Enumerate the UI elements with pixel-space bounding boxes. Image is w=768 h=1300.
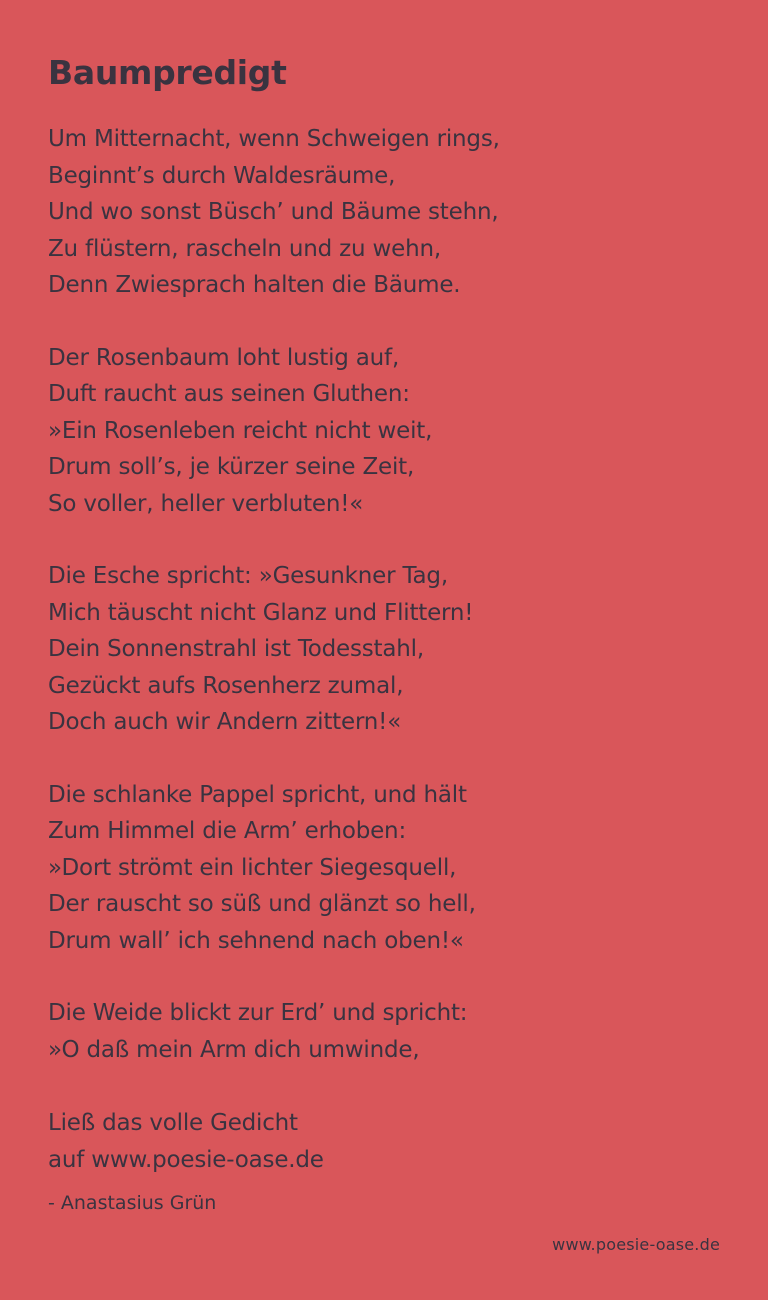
poem-line: Zu flüstern, rascheln und zu wehn, xyxy=(48,235,441,262)
stanza xyxy=(48,340,728,523)
stanza xyxy=(48,777,728,960)
poem-body xyxy=(48,121,728,1104)
read-more-link-text: auf www.poesie-oase.de xyxy=(48,1147,324,1173)
poem-line: »Ein Rosenleben reicht nicht weit, xyxy=(48,417,433,444)
stanza xyxy=(48,995,728,1068)
poem-line: Und wo sonst Büsch’ und Bäume stehn, xyxy=(48,199,499,225)
poem-line: So voller, heller verbluten!« xyxy=(48,490,364,517)
poem-line: Der Rosenbaum loht lustig auf, xyxy=(48,344,400,371)
poem-line: Die Weide blickt zur Erd’ und spricht: xyxy=(48,1000,468,1026)
author-credit: - Anastasius Grün xyxy=(48,1192,217,1214)
poem-line: »O daß mein Arm dich umwinde, xyxy=(48,1036,420,1063)
poem-line: Beginnt’s durch Waldesräume, xyxy=(48,162,396,189)
poem-line: Die Esche spricht: »Gesunkner Tag, xyxy=(48,563,448,589)
read-more-note xyxy=(48,1105,324,1179)
poem-line: Duft raucht aus seinen Gluthen: xyxy=(48,381,410,407)
poem-line: Die schlanke Pappel spricht, und hält xyxy=(48,781,467,808)
poem-title: Baumpredigt xyxy=(48,53,287,92)
read-more-line: Ließ das volle Gedicht xyxy=(48,1110,298,1136)
poem-line: Denn Zwiesprach halten die Bäume. xyxy=(48,272,461,298)
poem-line: Der rauscht so süß und glänzt so hell, xyxy=(48,891,476,917)
stanza xyxy=(48,558,728,741)
poem-line: Um Mitternacht, wenn Schweigen rings, xyxy=(48,126,500,152)
stanza xyxy=(48,121,728,304)
poem-line: Gezückt aufs Rosenherz zumal, xyxy=(48,672,404,699)
poem-line: Dein Sonnenstrahl ist Todesstahl, xyxy=(48,636,424,662)
website-watermark: www.poesie-oase.de xyxy=(552,1235,720,1254)
poem-line: Drum soll’s, je kürzer seine Zeit, xyxy=(48,454,415,480)
poem-line: Drum wall’ ich sehnend nach oben!« xyxy=(48,927,464,954)
poem-line: Mich täuscht nicht Glanz und Flittern! xyxy=(48,599,474,626)
poem-line: Doch auch wir Andern zittern!« xyxy=(48,709,402,735)
poem-line: Zum Himmel die Arm’ erhoben: xyxy=(48,818,406,844)
poem-line: »Dort strömt ein lichter Siegesquell, xyxy=(48,854,457,881)
